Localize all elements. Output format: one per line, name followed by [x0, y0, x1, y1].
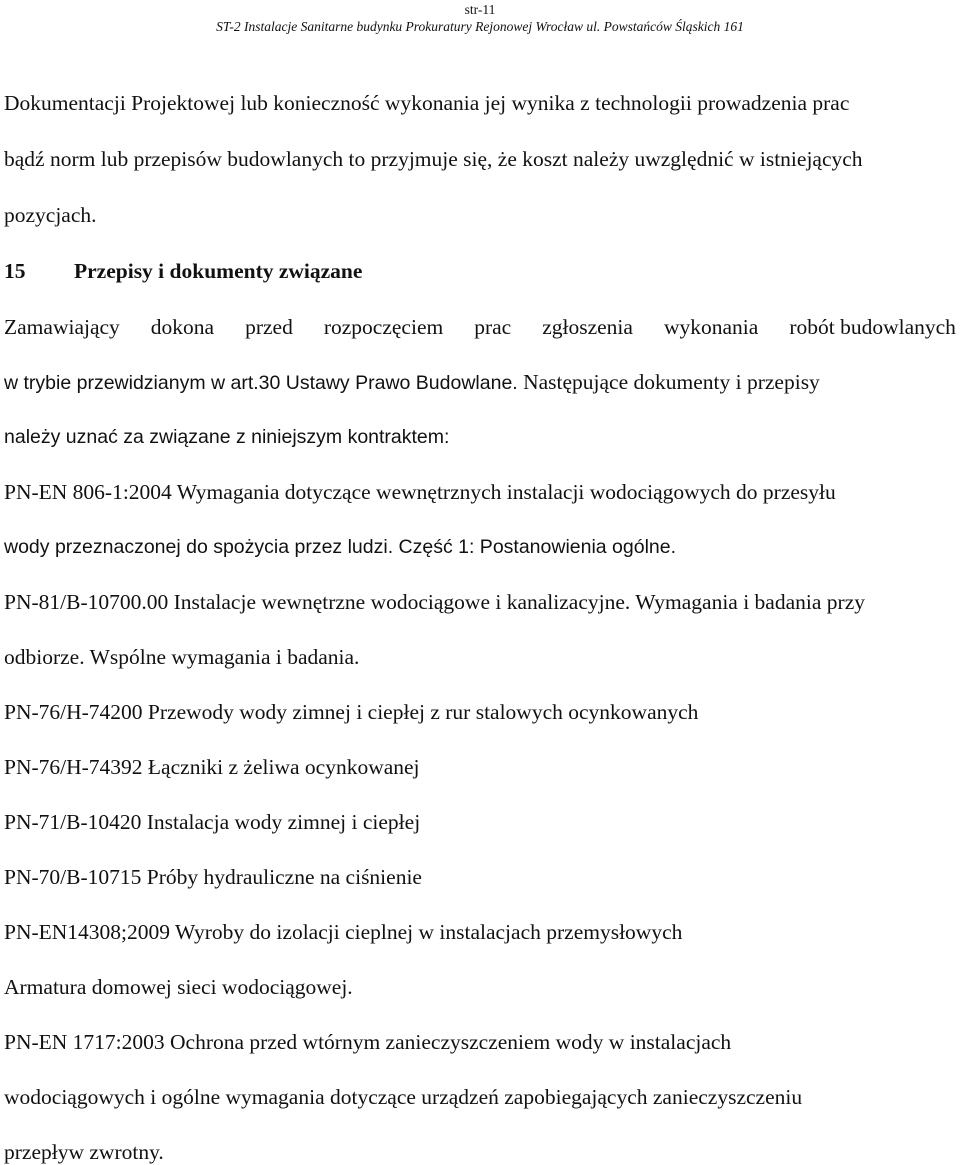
intro-word: zgłoszenia — [542, 315, 633, 339]
standard-entry: wodociągowych i ogólne wymagania dotyczące urządzeń zapobiegających zanieczyszczeniu — [4, 1085, 803, 1109]
standard-entry: odbiorze. Wspólne wymagania i badania. — [4, 645, 360, 669]
standard-entry: PN-EN14308;2009 Wyroby do izolacji cieplnej w instalacjach przemysłowych — [4, 920, 683, 944]
standard-entry: Armatura domowej sieci wodociągowej. — [4, 975, 353, 999]
standard-entry: PN-76/H-74200 Przewody wody zimnej i ciepłej z rur stalowych ocynkowanych — [4, 700, 699, 724]
section-heading — [4, 258, 362, 284]
standard-entry: PN-EN 1717:2003 Ochrona przed wtórnym zanieczyszczeniem wody w instalacjach — [4, 1030, 732, 1054]
intro-line: należy uznać za związane z niniejszym kontraktem: — [4, 426, 450, 448]
intro-word: prac — [474, 315, 512, 339]
intro-line — [4, 314, 956, 340]
standard-entry: PN-EN 806-1:2004 Wymagania dotyczące wewnętrznych instalacji wodociągowych do przesyłu — [4, 480, 836, 504]
paragraph-line: pozycjach. — [4, 203, 97, 227]
standard-entry: wody przeznaczonej do spożycia przez ludzi. Część 1: Postanowienia ogólne. — [4, 536, 677, 558]
standard-entry: PN-76/H-74392 Łączniki z żeliwa ocynkowanej — [4, 755, 420, 779]
standard-entry: PN-70/B-10715 Próby hydrauliczne na ciśnienie — [4, 865, 422, 889]
intro-word: rozpoczęciem — [323, 315, 444, 339]
paragraph-line: Dokumentacji Projektowej lub konieczność wykonania jej wynika z technologii prowadzenia prac — [4, 91, 850, 115]
document-title: ST-2 Instalacje Sanitarne budynku Prokuratury Rejonowej Wrocław ul. Powstańców Śląskich 161 — [216, 19, 744, 34]
page-header — [0, 0, 960, 35]
page-number: str-11 — [464, 2, 496, 17]
intro-word: wykonania — [663, 315, 759, 339]
intro-sans-text: w trybie przewidzianym w art.30 Ustawy Prawo Budowlane. — [4, 372, 518, 394]
standard-entry: przepływ zwrotny. — [4, 1140, 164, 1164]
intro-word: Zamawiający — [4, 315, 120, 339]
intro-word: robót budowlanych — [789, 315, 956, 339]
standard-entry: PN-81/B-10700.00 Instalacje wewnętrzne wodociągowe i kanalizacyjne. Wymagania i badania przy — [4, 590, 865, 614]
section-number: 15 — [4, 259, 26, 283]
standard-entry: PN-71/B-10420 Instalacja wody zimnej i ciepłej — [4, 810, 421, 834]
intro-line — [4, 369, 820, 396]
intro-word: przed — [245, 315, 293, 339]
intro-word: dokona — [150, 315, 215, 339]
paragraph-line: bądź norm lub przepisów budowlanych to przyjmuje się, że koszt należy uwzględnić w istniejących — [4, 147, 863, 171]
section-title: Przepisy i dokumenty związane — [74, 259, 363, 283]
intro-serif-text: Następujące dokumenty i przepisy — [517, 370, 820, 394]
